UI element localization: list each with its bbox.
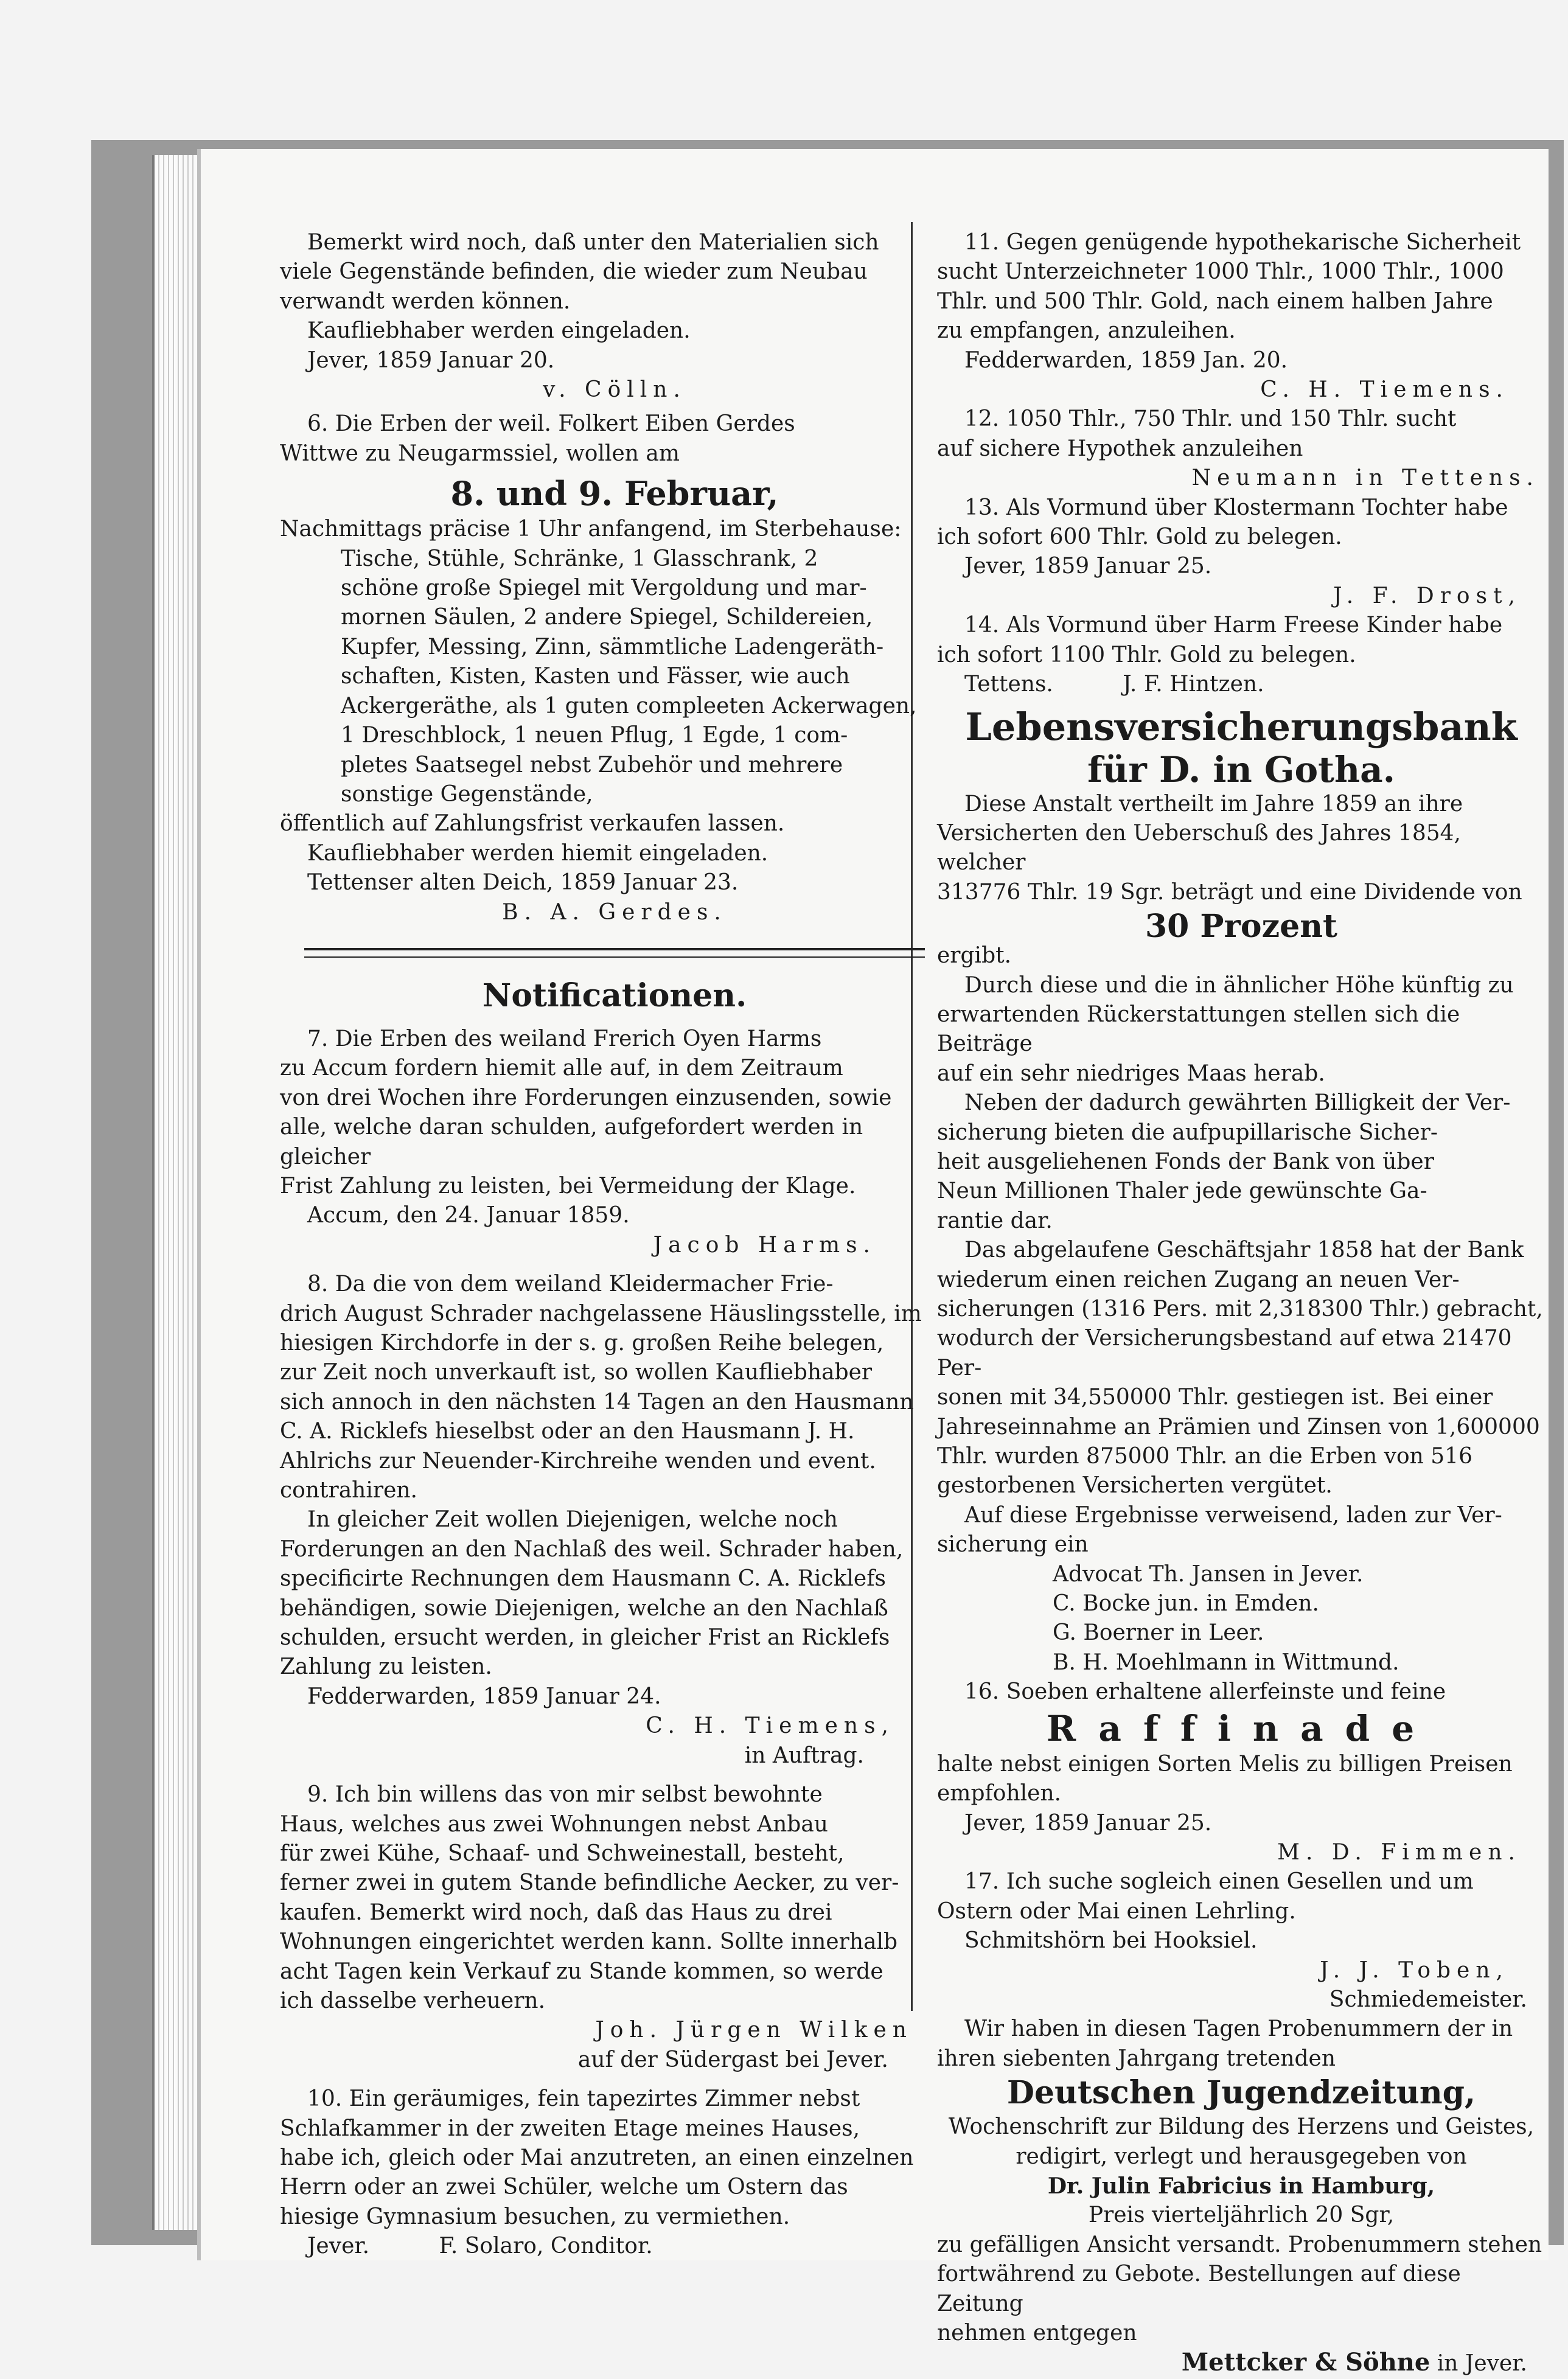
notice-12 [937, 405, 1545, 493]
notice-date: Fedderwarden, 1859 Januar 24. [307, 1684, 661, 1709]
text-line: contrahiren. [280, 1478, 418, 1503]
text-line: 9. Ich bin willens das von mir selbst bewohnte [307, 1782, 823, 1808]
notice-date: Jever, 1859 Januar 25. [964, 1810, 1212, 1836]
text-line: Versicherten den Ueberschuß des Jahres 1854, welcher [937, 820, 1461, 876]
notice-signature: C. H. Tiemens. [1260, 377, 1509, 403]
newspaper-page [201, 149, 1549, 2377]
notice-8 [280, 1270, 949, 1771]
text-line: wodurch der Versicherungsbestand auf etwa 21470 Per- [937, 1326, 1512, 1381]
item-line: schaften, Kisten, Kasten und Fässer, wie auch [341, 664, 850, 689]
text-line: Bemerkt wird noch, daß unter den Materialien sich [307, 230, 879, 255]
text-line: nehmen entgegen [937, 2321, 1137, 2346]
text-line: Wir haben in diesen Tagen Probenummern der in [964, 2016, 1513, 2042]
text-line: Zahlung zu leisten. [280, 1654, 492, 1680]
text-line: 13. Als Vormund über Klostermann Tochter habe [964, 495, 1508, 520]
text-line: Schlafkammer in der zweiten Etage meines Hauses, [280, 2116, 860, 2141]
text-line: ergibt. [937, 943, 1012, 969]
notice-signature: M. D. Fimmen. [1277, 1839, 1521, 1865]
text-line: hiesige Gymnasium besuchen, zu vermiethen. [280, 2204, 790, 2229]
item-line: Kupfer, Messing, Zinn, sämmtliche Ladengeräth- [341, 634, 884, 660]
text-line: Nachmittags präcise 1 Uhr anfangend, im Sterbehause: [280, 517, 902, 542]
text-line: Wohnungen eingerichtet werden kann. Sollte innerhalb [280, 1929, 898, 1955]
dividend-percent: 30 Prozent [1145, 908, 1338, 946]
item-line: Ackergeräthe, als 1 guten compleeten Ackerwagen, [341, 693, 917, 719]
text-line: sucht Unterzeichneter 1000 Thlr., 1000 Thlr., 1000 [937, 259, 1504, 285]
notice-signature: Jacob Harms. [653, 1232, 876, 1258]
text-line: sich annoch in den nächsten 14 Tagen an den Hausmann [280, 1389, 914, 1415]
text-line: rantie dar. [937, 1208, 1053, 1233]
publisher-location: in Jever. [1430, 2351, 1527, 2377]
editor-line: Dr. Julin Fabricius in Hamburg, [1047, 2173, 1435, 2199]
text-line: 11. Gegen genügende hypothekarische Sicherheit [964, 230, 1521, 255]
text-line: Thlr. wurden 875000 Thlr. an die Erben von 516 [937, 1444, 1472, 1469]
notice-10 [280, 2085, 949, 2261]
notice-date: Jever, 1859 Januar 20. [307, 347, 555, 373]
text-line: 6. Die Erben der weil. Folkert Eiben Gerdes [307, 411, 795, 437]
bank-title: Lebensversicherungsbank [965, 704, 1517, 749]
text-line: Das abgelaufene Geschäftsjahr 1858 hat der Bank [964, 1238, 1524, 1263]
agent-line: G. Boerner in Leer. [1053, 1620, 1264, 1646]
notice-place: Schmitshörn bei Hooksiel. [964, 1928, 1258, 1954]
text-line: 7. Die Erben des weiland Frerich Oyen Harms [307, 1026, 822, 1051]
text-line: sonen mit 34,550000 Thlr. gestiegen ist. Bei einer [937, 1385, 1493, 1410]
notice-signature-note: auf der Südergast bei Jever. [577, 2047, 888, 2072]
text-line: Auf diese Ergebnisse verweisend, laden zur Ver- [964, 1502, 1502, 1528]
text-line: verwandt werden können. [280, 288, 571, 314]
text-line: wiederum einen reichen Zugang an neuen Ver- [937, 1267, 1460, 1292]
item-line: Tische, Stühle, Schränke, 1 Glasschrank, 2 [341, 546, 818, 571]
text-line: gestorbenen Versicherten vergütet. [937, 1473, 1333, 1499]
text-line: drich August Schrader nachgelassene Häuslingsstelle, im [280, 1301, 922, 1326]
text-line: auf ein sehr niedriges Maas herab. [937, 1061, 1325, 1086]
section-rule [304, 948, 925, 958]
text-line: sicherung ein [937, 1532, 1089, 1558]
text-line: fortwährend zu Gebote. Bestellungen auf diese Zeitung [937, 2262, 1461, 2316]
section-heading: Notificationen. [482, 977, 747, 1014]
text-line: ihren siebenten Jahrgang tretenden [937, 2046, 1336, 2071]
text-line: Wittwe zu Neugarmssiel, wollen am [280, 441, 680, 466]
agent-line: B. H. Moehlmann in Wittmund. [1053, 1649, 1399, 1675]
text-line: Diese Anstalt vertheilt im Jahre 1859 an ihre [964, 791, 1463, 817]
notice-16 [937, 1677, 1545, 1867]
item-line: mornen Säulen, 2 andere Spiegel, Schildereien, [341, 605, 873, 630]
text-line: kaufen. Bemerkt wird noch, daß das Haus zu drei [280, 1900, 832, 1925]
raffinade-heading: Raffinade [1046, 1707, 1437, 1749]
text-line: behändigen, sowie Diejenigen, welche an den Nachlaß [280, 1595, 888, 1621]
text-line: Ahlrichs zur Neuender-Kirchreihe wenden und event. [280, 1448, 876, 1474]
notice-date: Accum, den 24. Januar 1859. [307, 1203, 630, 1228]
item-line: pletes Saatsegel nebst Zubehör und mehrere [341, 752, 843, 778]
item-line: schöne große Spiegel mit Vergoldung und mar- [341, 576, 867, 601]
text-line: zu empfangen, anzuleihen. [937, 318, 1236, 344]
notice-signature: Tettens. J. F. Hintzen. [964, 672, 1264, 697]
text-line: habe ich, gleich oder Mai anzutreten, an einen einzelnen [280, 2145, 914, 2170]
auction-date: 8. und 9. Februar, [450, 474, 779, 514]
text-line: sicherungen (1316 Pers. mit 2,318300 Thlr.) gebracht, [937, 1297, 1543, 1322]
text-line: redigirt, verlegt und herausgegeben von [1016, 2144, 1467, 2169]
left-column [280, 228, 949, 2262]
notice-signature: Neumann in Tettens. [1191, 465, 1539, 491]
publisher-signature [937, 2348, 1545, 2378]
notice-7 [280, 1025, 949, 1260]
agent-line: C. Bocke jun. in Emden. [1053, 1591, 1319, 1617]
notice-signature-note: Schmiedemeister. [1329, 1987, 1527, 2012]
text-line: Forderungen an den Nachlaß des weil. Schrader haben, [280, 1536, 904, 1562]
notice-signature: C. H. Tiemens, [646, 1713, 894, 1739]
notice-signature: B. A. Gerdes. [502, 899, 727, 925]
text-line: Ostern oder Mai einen Lehrling. [937, 1898, 1296, 1924]
publisher-name: Mettcker & Söhne [1181, 2348, 1430, 2377]
notice-11 [937, 228, 1545, 405]
right-column [937, 228, 1545, 2379]
text-line: heit ausgeliehenen Fonds der Bank von über [937, 1149, 1434, 1174]
notice-14 [937, 611, 1545, 699]
text-line: Frist Zahlung zu leisten, bei Vermeidung der Klage. [280, 1173, 856, 1199]
magazine-title: Deutschen Jugendzeitung, [1006, 2074, 1476, 2112]
text-line: empfohlen. [937, 1781, 1062, 1806]
text-line: ferner zwei in gutem Stande befindliche Aecker, zu ver- [280, 1870, 899, 1896]
notice-9 [280, 1780, 949, 2075]
notice-17 [937, 1867, 1545, 2015]
text-line: Thlr. und 500 Thlr. Gold, nach einem halben Jahre [937, 288, 1493, 314]
text-line: zu gefälligen Ansicht versandt. Probenummern stehen [937, 2232, 1542, 2257]
text-line: hiesigen Kirchdorfe in der s. g. großen Reihe belegen, [280, 1331, 884, 1356]
text-line: Jahreseinnahme an Prämien und Zinsen von 1,600000 [937, 1414, 1540, 1440]
text-line: 12. 1050 Thlr., 750 Thlr. und 150 Thlr. sucht [964, 406, 1457, 432]
agent-line: Advocat Th. Jansen in Jever. [1053, 1561, 1364, 1587]
text-line: Herrn oder an zwei Schüler, welche um Ostern das [280, 2175, 848, 2200]
notice-date: Tettenser alten Deich, 1859 Januar 23. [307, 870, 739, 896]
price-line: Preis vierteljährlich 20 Sgr, [1088, 2203, 1395, 2228]
notice-signature: Jever. F. Solaro, Conditor. [307, 2234, 653, 2259]
text-line: auf sichere Hypothek anzuleihen [937, 436, 1303, 461]
text-line: zur Zeit noch unverkauft ist, so wollen Kaufliebhaber [280, 1360, 873, 1385]
text-line: Kaufliebhaber werden hiemit eingeladen. [307, 840, 768, 866]
text-line: Kaufliebhaber werden eingeladen. [307, 318, 691, 344]
text-line: Neun Millionen Thaler jede gewünschte Ga- [937, 1179, 1427, 1204]
text-line: 313776 Thlr. 19 Sgr. beträgt und eine Dividende von [937, 879, 1522, 905]
notice-signature: J. J. Toben, [1320, 1957, 1509, 1983]
text-line: 14. Als Vormund über Harm Freese Kinder habe [964, 613, 1503, 638]
text-line: ich dasselbe verheuern. [280, 1988, 546, 2013]
text-line: C. A. Ricklefs hieselbst oder an den Hausmann J. H. [280, 1419, 855, 1444]
notice-13 [937, 493, 1545, 611]
text-line: In gleicher Zeit wollen Diejenigen, welche noch [307, 1507, 838, 1533]
bank-subtitle: für D. in Gotha. [1087, 748, 1395, 790]
text-line: acht Tagen kein Verkauf zu Stande kommen, so werde [280, 1959, 883, 1984]
text-line: Durch diese und die in ähnlicher Höhe künftig zu [964, 972, 1514, 998]
text-line: sicherung bieten die aufpupillarische Sicher- [937, 1120, 1438, 1145]
text-line: 17. Ich suche sogleich einen Gesellen und um [964, 1869, 1474, 1895]
notice-signature: J. F. Drost, [1333, 583, 1521, 608]
text-line: schulden, ersucht werden, in gleicher Frist an Ricklefs [280, 1625, 890, 1651]
text-line: öffentlich auf Zahlungsfrist verkaufen lassen. [280, 811, 785, 837]
text-line: specificirte Rechnungen dem Hausmann C. A. Ricklefs [280, 1566, 887, 1592]
text-line: viele Gegenstände befinden, die wieder zum Neubau [280, 259, 868, 285]
notice-6 [280, 409, 949, 927]
text-line: erwartenden Rückerstattungen stellen sich die Beiträge [937, 1001, 1460, 1057]
youth-magazine-advertisement [937, 2015, 1545, 2378]
item-line: 1 Dreschblock, 1 neuen Pflug, 1 Egde, 1 com- [341, 723, 848, 748]
text-line: 10. Ein geräumiges, fein tapezirtes Zimmer nebst [307, 2086, 860, 2112]
notice-signature: Joh. Jürgen Wilken [595, 2018, 913, 2043]
text-line: für zwei Kühe, Schaaf- und Schweinestall, besteht, [280, 1841, 845, 1866]
text-line: Neben der dadurch gewährten Billigkeit der Ver- [964, 1090, 1511, 1116]
notice-date: Fedderwarden, 1859 Jan. 20. [964, 347, 1288, 373]
text-line: ich sofort 1100 Thlr. Gold zu belegen. [937, 642, 1356, 667]
text-line: von drei Wochen ihre Forderungen einzusenden, sowie [280, 1085, 892, 1110]
text-line: 16. Soeben erhaltene allerfeinste und feine [964, 1679, 1446, 1705]
notice-signature: v. Cölln. [543, 377, 686, 403]
text-line: halte nebst einigen Sorten Melis zu billigen Preisen [937, 1751, 1513, 1777]
notice-date: Jever, 1859 Januar 25. [964, 554, 1212, 579]
item-line: sonstige Gegenstände, [341, 781, 593, 807]
notice-signature-note: in Auftrag. [744, 1743, 864, 1768]
bank-advertisement [937, 705, 1545, 1678]
text-line: ich sofort 600 Thlr. Gold zu belegen. [937, 524, 1342, 550]
text-line: Haus, welches aus zwei Wohnungen nebst Anbau [280, 1811, 828, 1837]
text-line: alle, welche daran schulden, aufgefordert werden in gleicher [280, 1115, 863, 1169]
text-line: Wochenschrift zur Bildung des Herzens und Geistes, [948, 2114, 1535, 2140]
notice-remark [280, 228, 949, 405]
text-line: zu Accum fordern hiemit alle auf, in dem Zeitraum [280, 1056, 843, 1081]
text-line: 8. Da die von dem weiland Kleidermacher Frie- [307, 1272, 834, 1297]
